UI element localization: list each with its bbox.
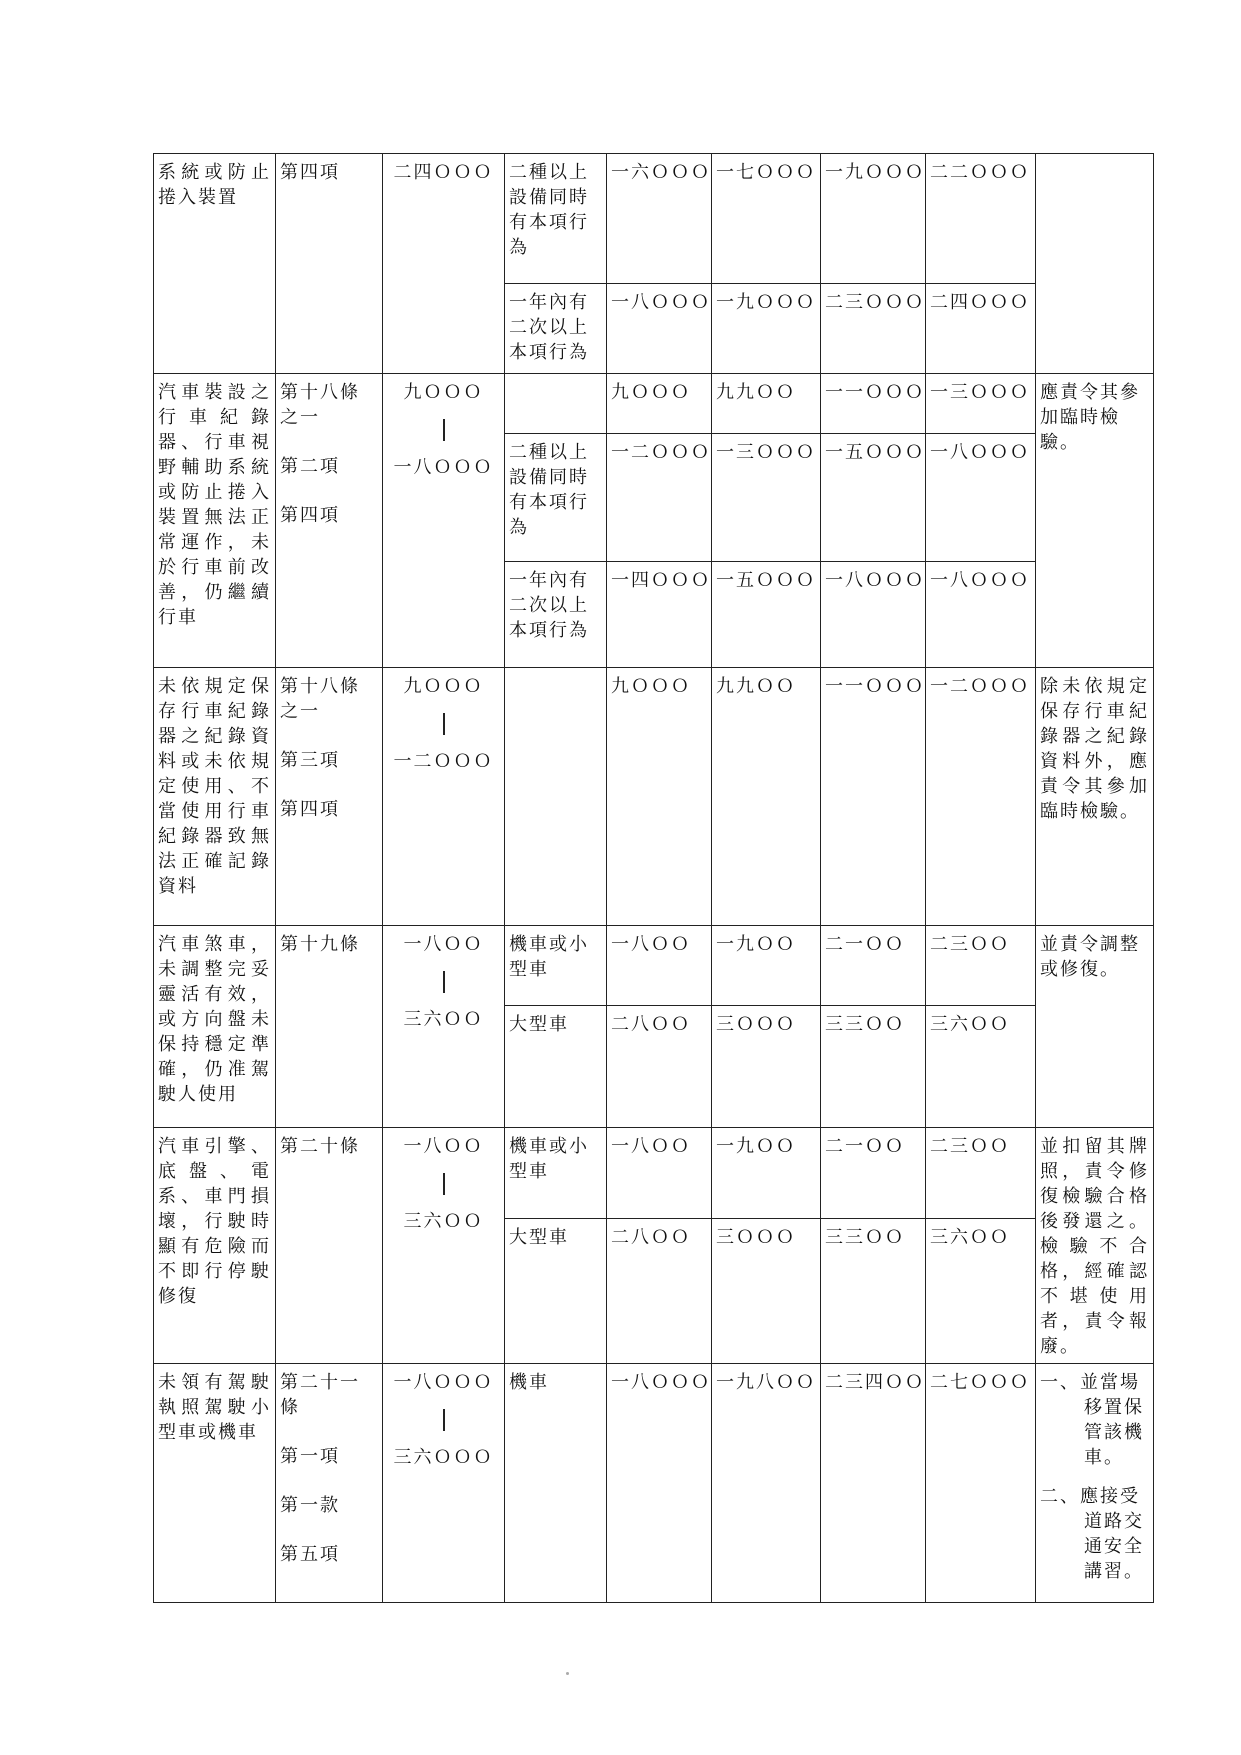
fine-amount: 二三四ＯＯ: [821, 1364, 926, 1603]
fine-amount: 一二ＯＯＯ: [607, 434, 712, 562]
fine-amount: 一九ＯＯ: [712, 926, 821, 1006]
fine-amount: 一八ＯＯＯ: [821, 562, 926, 668]
condition-cell: 二種以上設備同時有本項行為: [505, 434, 607, 562]
fine-amount: 二三ＯＯＯ: [821, 284, 926, 374]
fine-amount: 一八ＯＯＯ: [607, 1364, 712, 1603]
condition-cell: 一年內有二次以上本項行為: [505, 284, 607, 374]
fine-amount: 一二ＯＯＯ: [926, 668, 1036, 926]
article-reference: 第二十條: [276, 1128, 383, 1364]
fine-range: 九ＯＯＯ 一二ＯＯＯ: [383, 668, 505, 926]
fine-amount: 九九ＯＯ: [712, 374, 821, 434]
condition-cell: 大型車: [505, 1006, 607, 1128]
fine-range: 一八ＯＯ 三六ＯＯ: [383, 1128, 505, 1364]
condition-cell: 機車或小型車: [505, 926, 607, 1006]
fine-range: 一八ＯＯ 三六ＯＯ: [383, 926, 505, 1128]
fine-amount: 一八ＯＯＯ: [607, 284, 712, 374]
fine-amount: 二四ＯＯＯ: [926, 284, 1036, 374]
condition-cell: [505, 668, 607, 926]
fine-amount: 二八ＯＯ: [607, 1006, 712, 1128]
fine-amount: 一三ＯＯＯ: [712, 434, 821, 562]
fine-range: 一八ＯＯＯ 三六ＯＯＯ: [383, 1364, 505, 1603]
violation-description: 汽車煞車，未調整完妥靈活有效，或方向盤未保持穩定準確，仍准駕駛人使用: [154, 926, 276, 1128]
fine-amount: 一五ＯＯＯ: [712, 562, 821, 668]
table-row: [154, 1128, 1154, 1219]
note-cell: [1036, 154, 1154, 374]
range-dash: [443, 1173, 445, 1195]
fine-amount: 一三ＯＯＯ: [926, 374, 1036, 434]
fine-schedule-table: [153, 153, 1154, 1603]
condition-cell: 機車: [505, 1364, 607, 1603]
condition-cell: 二種以上設備同時有本項行為: [505, 154, 607, 284]
article-reference: 第十八條之一 第二項 第四項: [276, 374, 383, 668]
condition-cell: 大型車: [505, 1218, 607, 1363]
fine-range: 二四ＯＯＯ: [383, 154, 505, 374]
violation-description: 未依規定保存行車紀錄器之紀錄資料或未依規定使用、不當使用行車紀錄器致無法正確記錄資料: [154, 668, 276, 926]
fine-amount: 九ＯＯＯ: [607, 668, 712, 926]
range-dash: [443, 971, 445, 993]
fine-amount: 九ＯＯＯ: [607, 374, 712, 434]
range-dash: [443, 713, 445, 735]
fine-amount: 一八ＯＯＯ: [926, 562, 1036, 668]
violation-description: 系統或防止捲入裝置: [154, 154, 276, 374]
note-item: 二、應接受道路交通安全講習。: [1040, 1486, 1144, 1582]
fine-amount: 九九ＯＯ: [712, 668, 821, 926]
fine-amount: 一一ＯＯＯ: [821, 374, 926, 434]
fine-amount: 一九ＯＯ: [712, 1128, 821, 1219]
note-cell: [1036, 1364, 1154, 1603]
table-row: [154, 668, 1154, 926]
fine-amount: 一九ＯＯＯ: [712, 284, 821, 374]
range-dash: [443, 419, 445, 441]
fine-amount: 一八ＯＯＯ: [926, 434, 1036, 562]
fine-amount: 三六ＯＯ: [926, 1218, 1036, 1363]
fine-amount: 一九八ＯＯ: [712, 1364, 821, 1603]
article-reference: 第四項: [276, 154, 383, 374]
fine-amount: 二三ＯＯ: [926, 1128, 1036, 1219]
fine-amount: 二三ＯＯ: [926, 926, 1036, 1006]
fine-amount: 二八ＯＯ: [607, 1218, 712, 1363]
table-row: [154, 154, 1154, 284]
fine-amount: 一五ＯＯＯ: [821, 434, 926, 562]
fine-amount: 一八ＯＯ: [607, 926, 712, 1006]
fine-amount: 三六ＯＯ: [926, 1006, 1036, 1128]
scan-speck: [566, 1672, 569, 1675]
fine-amount: 一七ＯＯＯ: [712, 154, 821, 284]
article-reference: 第十九條: [276, 926, 383, 1128]
fine-amount: 一一ＯＯＯ: [821, 668, 926, 926]
fine-amount: 二二ＯＯＯ: [926, 154, 1036, 284]
note-cell: 並責令調整或修復。: [1036, 926, 1154, 1128]
fine-range: 九ＯＯＯ 一八ＯＯＯ: [383, 374, 505, 668]
condition-cell: 機車或小型車: [505, 1128, 607, 1219]
article-reference: 第二十一條 第一項 第一款 第五項: [276, 1364, 383, 1603]
fine-amount: 二一ＯＯ: [821, 1128, 926, 1219]
violation-description: 未領有駕駛執照駕駛小型車或機車: [154, 1364, 276, 1603]
fine-amount: 二一ＯＯ: [821, 926, 926, 1006]
fine-amount: 三三ＯＯ: [821, 1006, 926, 1128]
fine-amount: 一八ＯＯ: [607, 1128, 712, 1219]
fine-amount: 三三ＯＯ: [821, 1218, 926, 1363]
violation-description: 汽車引擎、底盤、電系、車門損壞，行駛時顯有危險而不即行停駛修復: [154, 1128, 276, 1364]
table-row: [154, 1364, 1154, 1603]
violation-description: 汽車裝設之行車紀錄器、行車視野輔助系統或防止捲入裝置無法正常運作，未於行車前改善，仍繼續行車: [154, 374, 276, 668]
fine-amount: 一九ＯＯＯ: [821, 154, 926, 284]
fine-amount: 三ＯＯＯ: [712, 1218, 821, 1363]
note-cell: 應責令其參加臨時檢驗。: [1036, 374, 1154, 668]
table-row: [154, 374, 1154, 434]
fine-amount: 三ＯＯＯ: [712, 1006, 821, 1128]
note-cell: 除未依規定保存行車紀錄器之紀錄資料外，應責令其參加臨時檢驗。: [1036, 668, 1154, 926]
note-cell: 並扣留其牌照，責令修復檢驗合格後發還之。檢驗不合格，經確認不堪使用者，責令報廢。: [1036, 1128, 1154, 1364]
table-row: [154, 926, 1154, 1006]
fine-amount: 二七ＯＯＯ: [926, 1364, 1036, 1603]
range-dash: [443, 1409, 445, 1431]
article-reference: 第十八條之一 第三項 第四項: [276, 668, 383, 926]
fine-amount: 一四ＯＯＯ: [607, 562, 712, 668]
fine-amount: 一六ＯＯＯ: [607, 154, 712, 284]
condition-cell: [505, 374, 607, 434]
note-item: 一、並當場移置保管該機車。: [1040, 1372, 1144, 1468]
condition-cell: 一年內有二次以上本項行為: [505, 562, 607, 668]
